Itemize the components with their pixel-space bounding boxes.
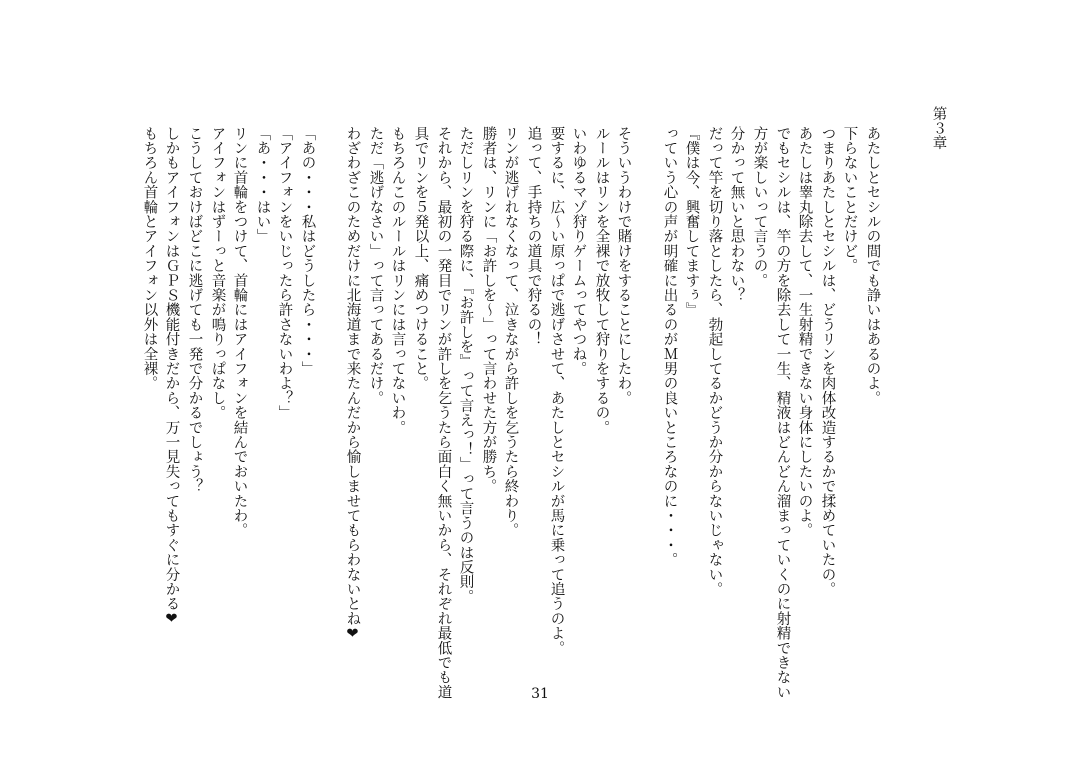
text-column: 具でリンを５発以上、痛めつけること。: [412, 126, 429, 391]
text-column: あたしは睾丸除去して、一生射精できない身体にしたいのよ。: [796, 126, 813, 538]
text-column: だって竿を切り落としたら、勃起してるかどうか分からないじゃない。: [706, 126, 723, 597]
text-column: 勝者は、リンに「お許しを～」って言わせた方が勝ち。: [480, 126, 497, 494]
text-column: ただ「逃げなさい」って言ってあるだけ。: [367, 126, 384, 406]
text-column: 要するに、広～い原っぱで逃げさせて、あたしとセシルが馬に乗って追うのよ。: [548, 126, 565, 656]
text-column: っていう心の声が明確に出るのがＭ男の良いところなのに・・・。: [661, 126, 678, 567]
text-column: ただしリンを狩る際に、『お許しを』って言えっ！」って言うのは反則。: [457, 126, 474, 604]
text-column: しかもアイフォンはＧＰＳ機能付きだから、万一見失ってもすぐに分かる❤: [163, 126, 180, 628]
text-column: つまりあたしとセシルは、どうリンを肉体改造するかで揉めていたの。: [819, 126, 836, 597]
text-column: 『僕は今、興奮してますぅ』: [683, 126, 700, 318]
text-column: リンが逃げれなくなって、泣きながら許しを乞うたら終わり。: [502, 126, 519, 538]
chapter-heading: 第３章: [930, 106, 947, 151]
text-column: アイフォンはずーっと音楽が鳴りっぱなし。: [209, 126, 226, 420]
text-column: 下らないことだけど。: [841, 126, 858, 273]
text-column: 追って、手持ちの道具で狩るの！: [525, 126, 542, 347]
text-column: いわゆるマゾ狩りゲームってやつね。: [570, 126, 587, 376]
text-column: もちろん首輪とアイフォン以外は全裸。: [141, 126, 158, 391]
text-column: 分かって無いと思わない？: [728, 126, 745, 303]
text-column: リンに首輪をつけて、首輪にはアイフォンを結んでおいたわ。: [231, 126, 248, 538]
text-column: こうしておけばどこに逃げても一発で分かるでしょう？: [186, 126, 203, 494]
text-column: ルールはリンを全裸で放牧して狩りをするの。: [593, 126, 610, 435]
text-column: 「あの・・・私はどうしたら・・・」: [299, 126, 316, 376]
text-column: 「あ・・・はい」: [254, 126, 271, 244]
page-number: 31: [531, 686, 549, 702]
text-column: そういうわけで賭けをすることにしたわ。: [615, 126, 632, 406]
text-column: もちろんこのルールはリンには言ってないわ。: [389, 126, 406, 435]
text-column: わざわざこのためだけに北海道まで来たんだから愉しませてもらわないとね❤: [344, 126, 361, 642]
text-column: 「アイフォンをいじったら許さないわよ？」: [276, 126, 293, 420]
text-column: あたしとセシルの間でも諍いはあるのよ。: [864, 126, 881, 406]
text-column: でもセシルは、竿の方を除去して一生、精液はどんどん溜まっていくのに射精できない: [774, 126, 791, 700]
text-column: 方が楽しいって言うの。: [751, 126, 768, 288]
text-column: それから、最初の一発目でリンが許しを乞うたら面白く無いから、それぞれ最低でも道: [435, 126, 452, 700]
